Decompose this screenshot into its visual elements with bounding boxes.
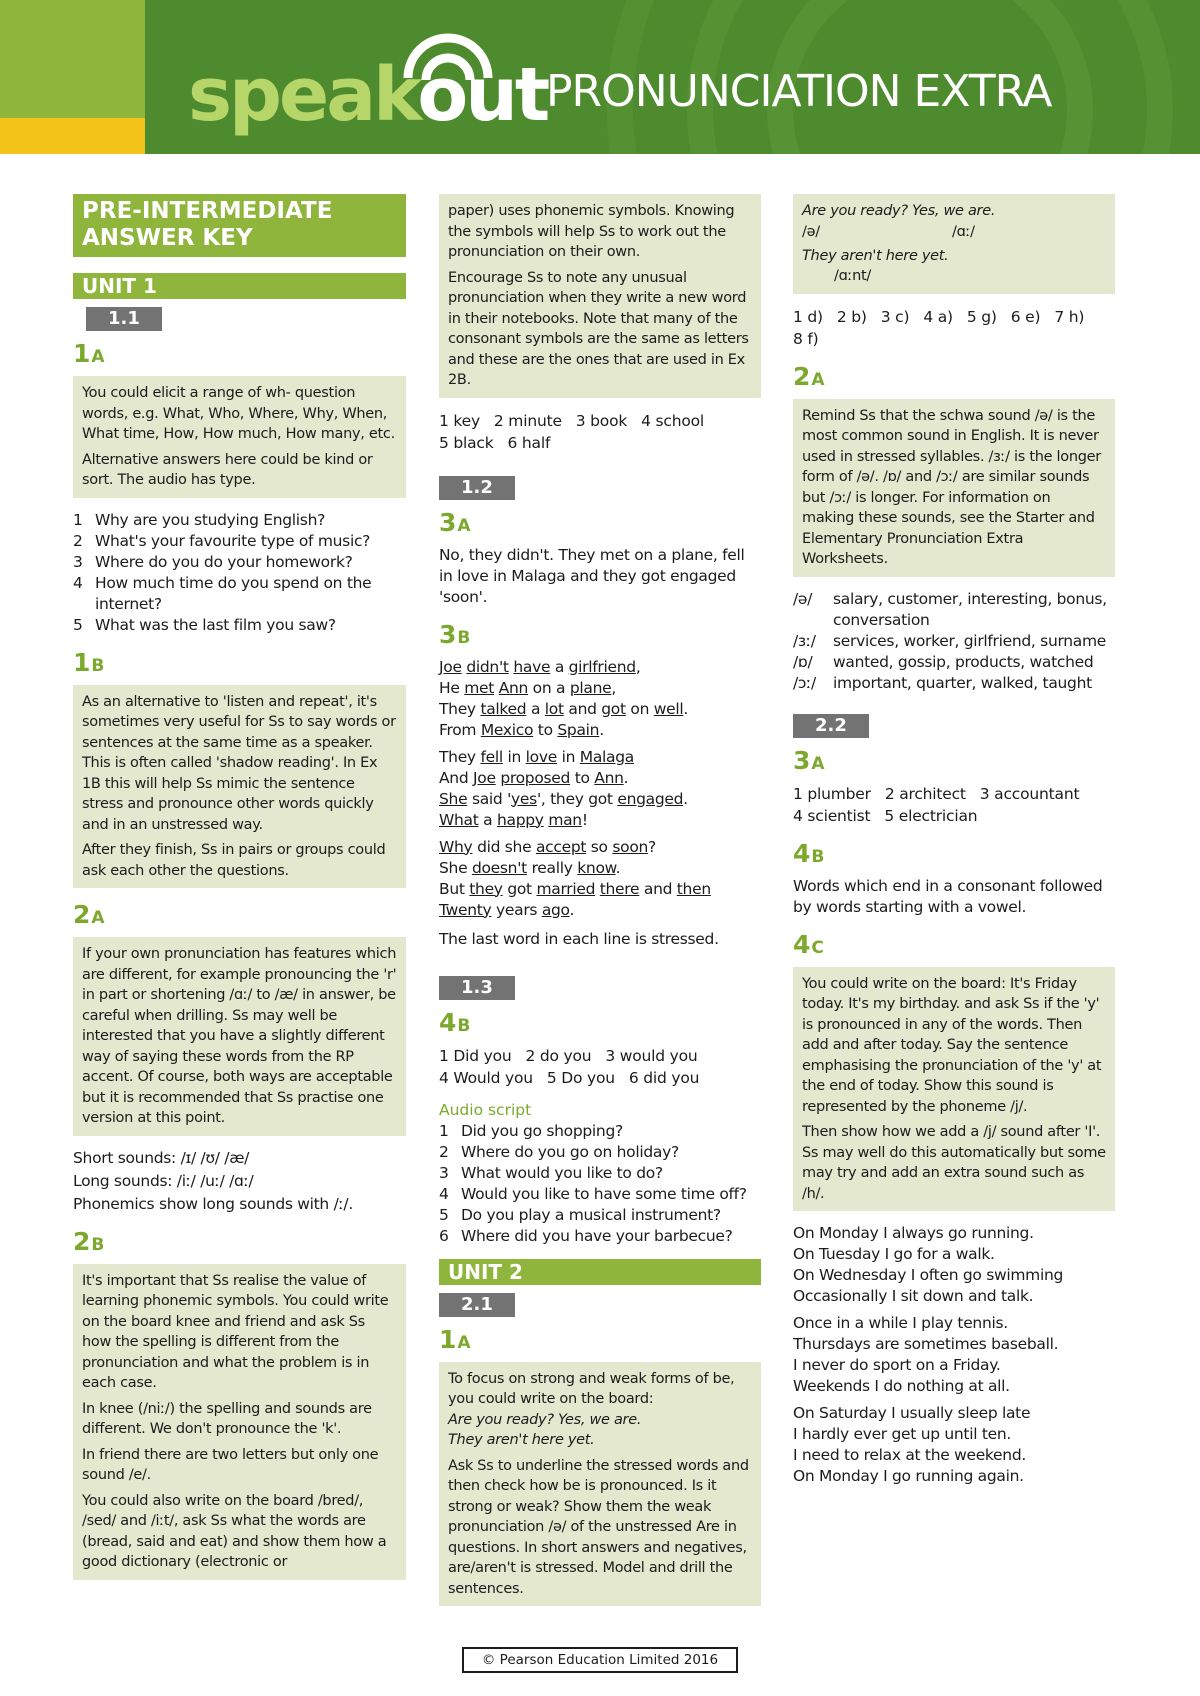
answers-1a: 1 d) 2 b) 3 c) 4 a) 5 g) 6 e) 7 h) 8 f): [793, 307, 1085, 348]
section-heading: 1.3: [439, 976, 515, 1000]
poem-line: I need to relax at the weekend.: [793, 1446, 1026, 1464]
audio-script-heading: Audio script: [439, 1100, 532, 1119]
answer-text: Words which end in a consonant followed by words starting with a vowel.: [793, 876, 1103, 916]
column-1: [73, 194, 406, 1592]
poem-line: Thursdays are sometimes baseball.: [793, 1335, 1059, 1353]
poem-line: Weekends I do nothing at all.: [793, 1377, 1010, 1395]
list-item: 3 What would you like to do?: [439, 1163, 663, 1182]
poem-line: On Monday I go running again.: [793, 1467, 1024, 1485]
teacher-note: If your own pronunciation has features which are different, for example pronouncing the 'r' in part or shortening /ɑː/ to /æ/ in answer, be careful when drilling. Ss may well be interested that you have a slightly different way of saying these words from the RP accent. Of course, both ways are acceptable but it is recommended that Ss practise one version at this point.: [73, 937, 406, 1136]
exercise-heading: 1A: [439, 1324, 471, 1354]
list-item: 6 Where did you have your barbecue?: [439, 1226, 733, 1245]
exercise-heading: 1B: [73, 647, 105, 677]
unit-heading: UNIT 1: [73, 273, 406, 299]
column-3: [793, 194, 1115, 1495]
linking-poem: [793, 1223, 1115, 1487]
exercise-heading: 4C: [793, 929, 824, 959]
exercise-heading: 4B: [793, 838, 825, 868]
doc-title: PRE-INTERMEDIATE ANSWER KEY: [73, 194, 406, 257]
list-item: 2 What's your favourite type of music?: [73, 531, 371, 550]
poem-line: On Tuesday I go for a walk.: [793, 1245, 995, 1263]
exercise-heading: 3A: [439, 507, 471, 537]
stressed-poem: Joe didn't have a girlfriend, He met Ann on a plane, They talked a lot and got on well. From Mexico to Spain. They fell in love in Malaga And Joe proposed to Ann. She said 'yes', they got engaged. What a happy man! Why did she accept so soon? She doesn't really know. But they got married there and then Twenty years ago.: [439, 657, 711, 919]
audio-script-list: [439, 1121, 761, 1247]
list-item: 4 Would you like to have some time off?: [439, 1184, 747, 1203]
section-heading: 1.1: [86, 307, 162, 331]
teacher-note: Remind Ss that the schwa sound /ə/ is the most common sound in English. It is never used in stressed syllables. /ɜː/ is the longer form of /ə/. /ɒ/ and /ɔː/ are similar sounds but /ɔː/ is longer. For information on making these sounds, see the Starter and Elementary Pronunciation Extra Worksheets.: [793, 399, 1115, 577]
list-item: 1 Why are you studying English?: [73, 510, 326, 529]
section-heading: 1.2: [439, 476, 515, 500]
list-item: 4 How much time do you spend on the internet?: [73, 573, 372, 613]
teacher-note: It's important that Ss realise the value of learning phonemic symbols. You could write on the board knee and friend and ask Ss how the spelling is different from the pronunciation and what the problem is in each case. In knee (/niː/) the spelling and sounds are different. We don't pronounce the 'k'. In friend there are two letters but only one sound /e/. You could also write on the board /bred/, /sed/ and /iːt/, ask Ss what the words are (bread, said and eat) and show them how a good dictionary (electronic or: [73, 1264, 406, 1580]
poem-line: I never do sport on a Friday.: [793, 1356, 1001, 1374]
exercise-heading: 2A: [73, 900, 105, 929]
exercise-heading: 3B: [439, 619, 471, 649]
teacher-note: To focus on strong and weak forms of be, you could write on the board: Are you ready? Yes, we are. They aren't here yet. Ask Ss to underline the stressed words and then check how be is pronounced. Is it strong or weak? Show them the weak pronunciation /ə/ of the unstressed Are in questions. In short answers and negatives, are/aren't is stressed. Model and drill the sentences.: [439, 1362, 761, 1607]
teacher-note: As an alternative to 'listen and repeat', it's sometimes very useful for Ss to say words or sentences at the same time as a speaker. This is often called 'shadow reading'. In Ex 1B this will help Ss mimic the sentence stress and pronounce other words quickly and in an unstressed way. After they finish, Ss in pairs or groups could ask each other the questions.: [73, 685, 406, 889]
question-list: [73, 510, 406, 636]
answer-text: No, they didn't. They met on a plane, fell in love in Malaga and they got engaged 'soon'.: [439, 545, 745, 606]
answer-text: Short sounds: /ɪ/ /ʊ/ /æ/ Long sounds: /iː/ /uː/ /ɑː/ Phonemics show long sounds with /ː/.: [73, 1148, 353, 1213]
section-heading: 2.1: [439, 1293, 515, 1317]
column-2: [439, 194, 761, 1618]
exercise-heading: 4B: [439, 1007, 471, 1037]
answer-text: The last word in each line is stressed.: [439, 929, 719, 948]
banner-title: PRONUNCIATION EXTRA: [546, 66, 1052, 117]
answers-2b: 1 key 2 minute 3 book 4 school 5 black 6 half: [439, 411, 705, 452]
poem-line: Once in a while I play tennis.: [793, 1314, 1008, 1332]
teacher-note: You could write on the board: It's Friday today. It's my birthday. and ask Ss if the 'y' is pronounced in any of the words. Then add and after today. Say the sentence emphasising the pronunciation of the 'y' at the end of today. Show this sound is represented by the phoneme /j/. Then show how we add a /j/ sound after 'I'. Ss may well do this automatically but some may try and add an extra sound such as /h/.: [793, 967, 1115, 1212]
phoneme-answers: /ə/ salary, customer, interesting, bonus, conversation /ɜː/ services, worker, girlfriend, surname /ɒ/ wanted, gossip, products, watched /ɔː/ important, quarter, walked, taught: [793, 589, 1107, 692]
header-banner: speakout PRONUNCIATION EXTRA: [0, 0, 1200, 154]
list-item: 3 Where do you do your homework?: [73, 552, 353, 571]
list-item: 1 Did you go shopping?: [439, 1121, 623, 1140]
answers-4b: 1 Did you 2 do you 3 would you 4 Would you 5 Do you 6 did you: [439, 1046, 700, 1087]
copyright-footer: © Pearson Education Limited 2016: [462, 1647, 738, 1673]
teacher-note-continued: paper) uses phonemic symbols. Knowing the symbols will help Ss to work out the pronunciation on their own. Encourage Ss to note any unusual pronunciation when they write a new word in their notebooks. Note that many of the consonant symbols are the same as letters and these are the ones that are used in Ex 2B.: [439, 194, 761, 398]
teacher-note: You could elicit a range of wh- question words, e.g. What, Who, Where, Why, When, What time, How, How much, How many, etc. Alternative answers here could be kind or sort. The audio has type.: [73, 376, 406, 498]
section-heading: 2.2: [793, 714, 869, 738]
teacher-note-continued: Are you ready? Yes, we are. /ə/ /ɑː/ They aren't here yet. /ɑːnt/: [793, 194, 1115, 294]
exercise-heading: 1A: [73, 339, 105, 368]
signal-waves-icon: [378, 28, 518, 88]
list-item: 5 Do you play a musical instrument?: [439, 1205, 721, 1224]
unit-heading: UNIT 2: [439, 1259, 761, 1285]
poem-line: I hardly ever get up until ten.: [793, 1425, 1012, 1443]
answers-3a: 1 plumber 2 architect 3 accountant 4 scientist 5 electrician: [793, 784, 1080, 825]
exercise-heading: 3A: [793, 745, 825, 775]
poem-line: On Saturday I usually sleep late: [793, 1404, 1031, 1422]
exercise-heading: 2A: [793, 361, 825, 391]
list-item: 5 What was the last film you saw?: [73, 615, 336, 634]
exercise-heading: 2B: [73, 1226, 105, 1256]
list-item: 2 Where do you go on holiday?: [439, 1142, 679, 1161]
poem-line: On Monday I always go running.: [793, 1224, 1034, 1242]
poem-line: On Wednesday I often go swimming: [793, 1266, 1064, 1284]
poem-line: Occasionally I sit down and talk.: [793, 1287, 1034, 1305]
